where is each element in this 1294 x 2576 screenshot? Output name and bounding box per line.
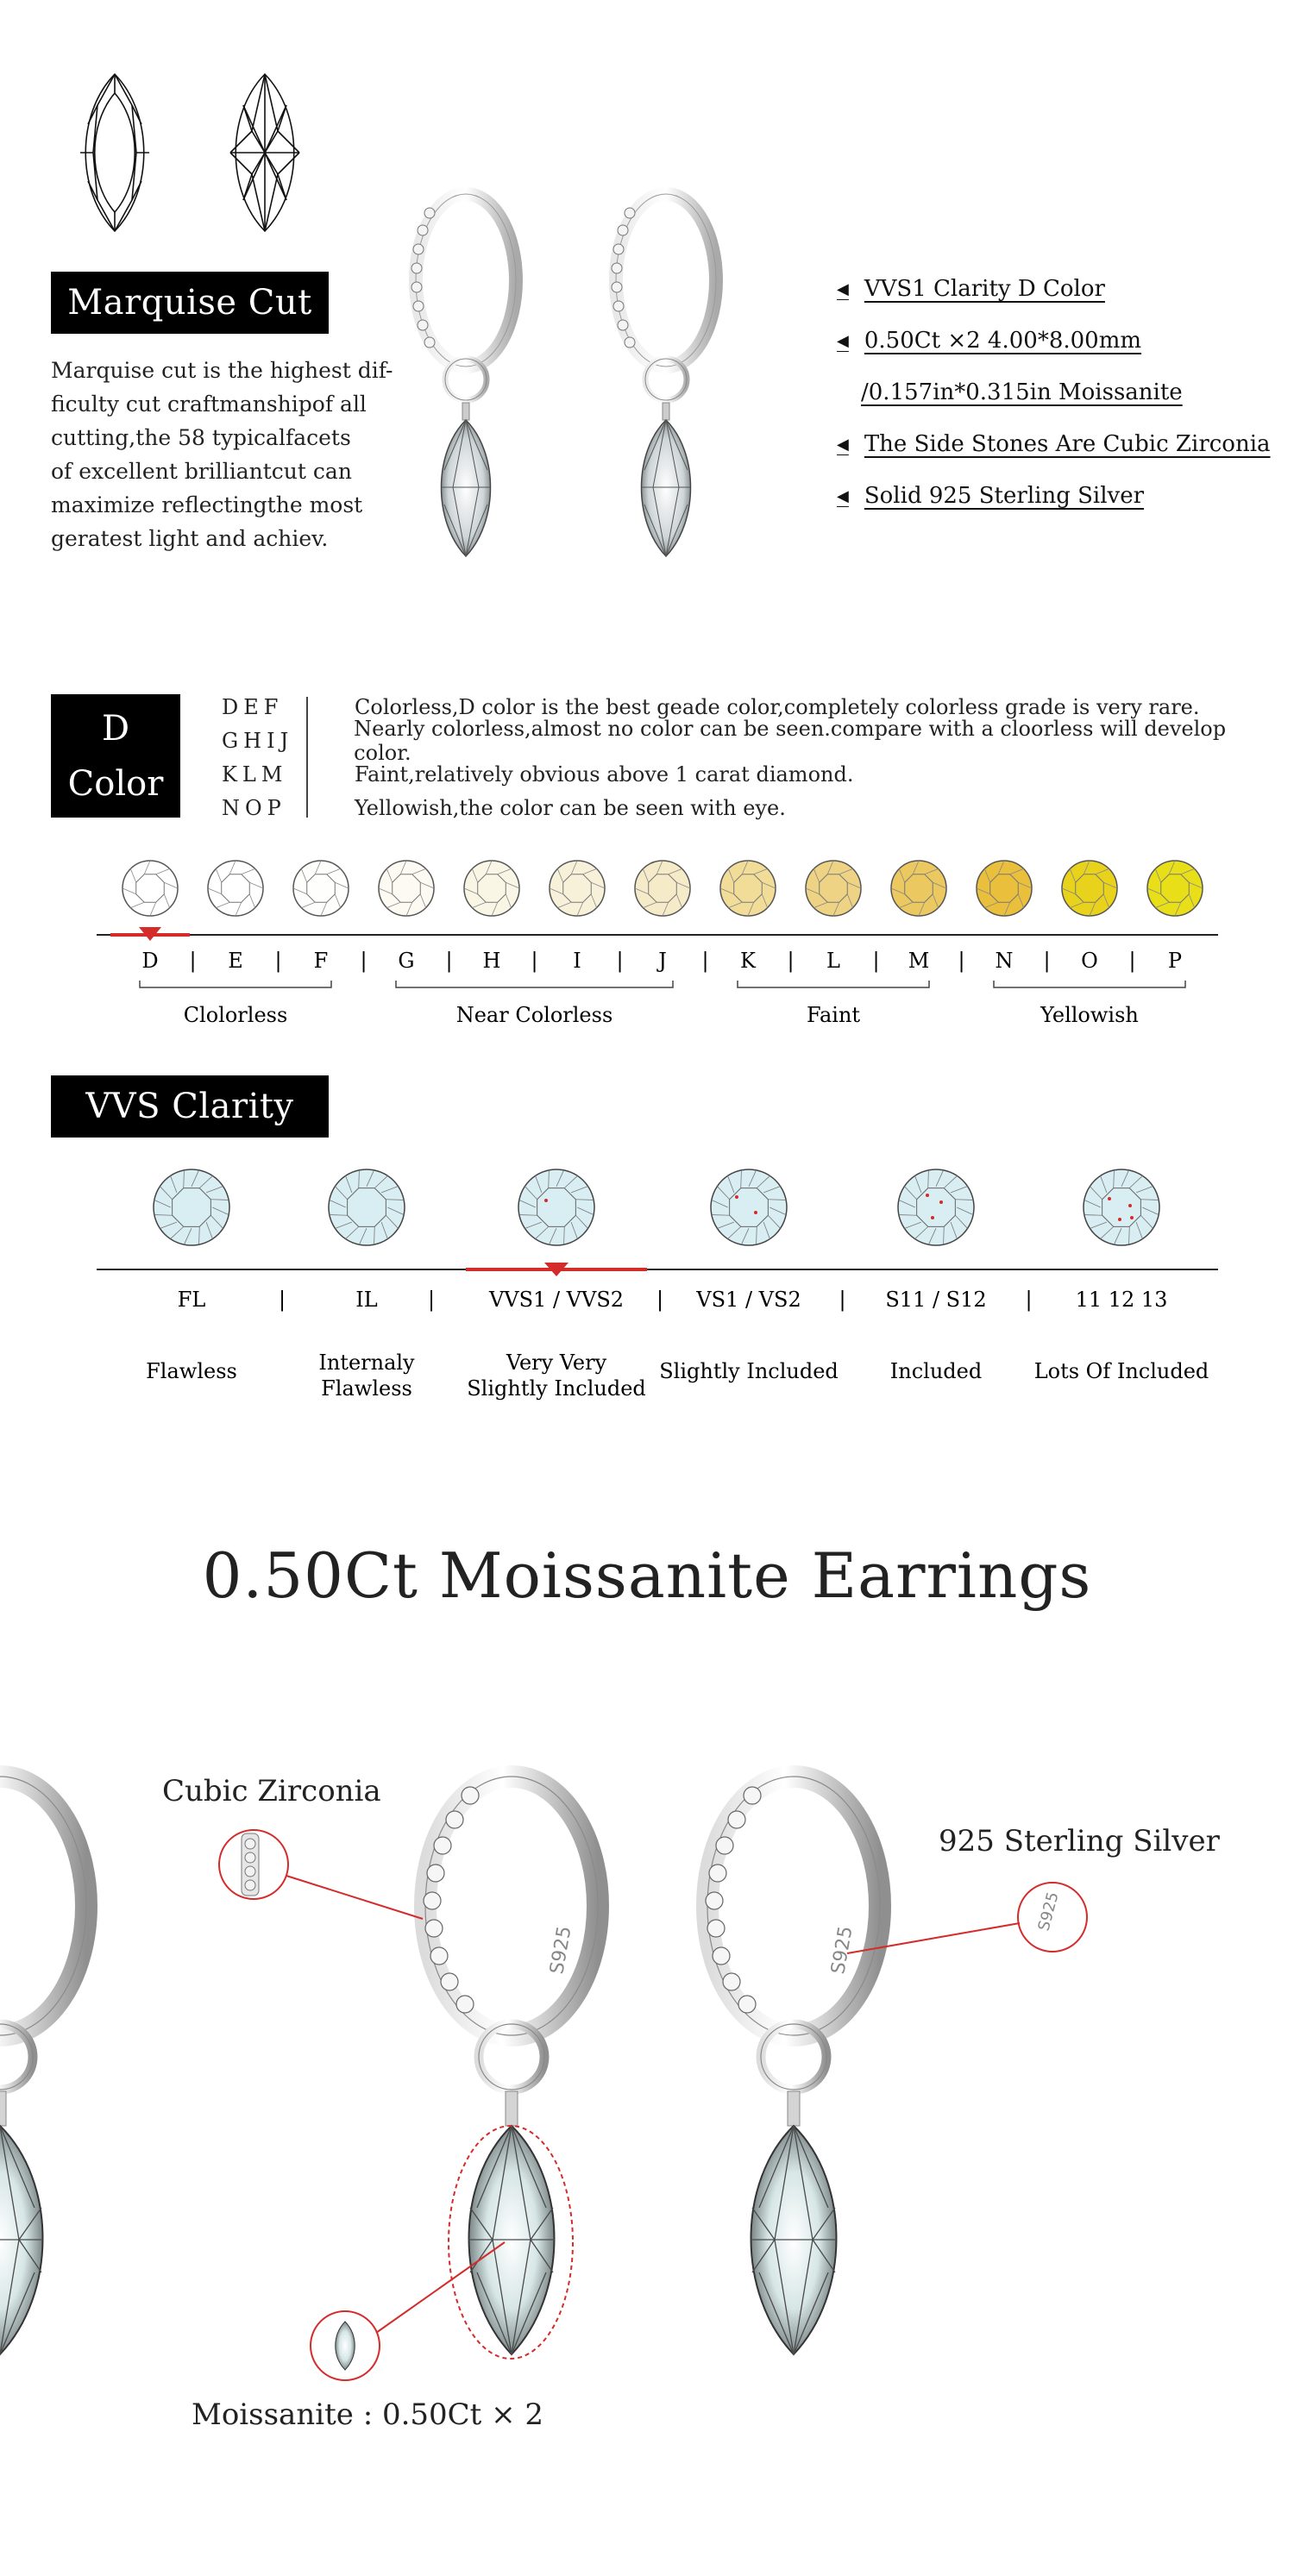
marquise-description-line: of excellent brilliantcut can: [51, 459, 352, 484]
color-grade-letter: P: [1167, 949, 1183, 973]
color-grade-separator: |: [616, 949, 624, 973]
color-grade-separator: |: [1043, 949, 1051, 973]
color-grade-letter: G: [398, 949, 415, 973]
marquise-description-line: cutting,the 58 typicalfacets: [51, 425, 351, 450]
clarity-description: Lots Of Included: [1033, 1359, 1209, 1383]
clarity-grade-label: 11 12 13: [1075, 1288, 1168, 1312]
clarity-scale-graphic: [0, 1156, 1294, 1414]
color-grade-letter: N: [995, 949, 1014, 973]
feature-text: /0.157in*0.315in Moissanite: [861, 379, 1183, 405]
product-heading: 0.50Ct Moissanite Earrings: [202, 1539, 1092, 1612]
clarity-description: Flawless: [146, 1359, 237, 1383]
color-grade-letter: H: [482, 949, 501, 973]
color-grade-row: [222, 716, 1283, 765]
color-grade-desc: Faint,relatively obvious above 1 carat diamond.: [355, 762, 854, 787]
stamp-text-left: S925: [546, 1924, 576, 1977]
clarity-separator: |: [427, 1288, 436, 1312]
clarity-grade-label: VS1 / VS2: [696, 1288, 801, 1312]
clarity-separator: |: [278, 1288, 286, 1312]
color-group-bracket: [738, 981, 929, 987]
color-grade-letter: J: [658, 949, 667, 973]
color-swatch-icon: [379, 861, 434, 916]
stamp-text-right: S925: [827, 1924, 857, 1977]
color-group-bracket: [396, 981, 673, 987]
marquise-facets-icon: [217, 71, 312, 235]
feature-item: [837, 367, 1285, 418]
color-swatch-icon: [891, 861, 946, 916]
marquise-cut-title: [51, 272, 329, 334]
clarity-stone-icon: [329, 1169, 405, 1245]
callout-sterling-silver: 925 Sterling Silver: [939, 1824, 1220, 1858]
color-grade-letter: L: [826, 949, 840, 973]
feature-item: [837, 315, 1285, 367]
color-swatch-icon: [806, 861, 861, 916]
marquise-description-line: maximize reflectingthe most: [51, 492, 363, 517]
feature-item: [837, 263, 1285, 315]
color-scale: [0, 849, 1294, 1039]
color-grade-separator: |: [445, 949, 453, 973]
color-grade-separator: |: [787, 949, 795, 973]
clarity-separator: |: [839, 1288, 846, 1312]
color-grade-separator: |: [360, 949, 367, 973]
clarity-scale: [0, 1156, 1294, 1414]
clarity-description: Included: [889, 1359, 983, 1383]
marquise-description: [51, 354, 396, 555]
color-title-line2: Color: [67, 763, 164, 804]
color-grade-code: DEF: [222, 694, 284, 719]
clarity-separator: |: [656, 1288, 664, 1312]
feature-text: The Side Stones Are Cubic Zirconia: [864, 431, 1271, 457]
callout-cubic-zirconia: Cubic Zirconia: [162, 1774, 381, 1808]
clarity-description: Very Very: [506, 1351, 607, 1375]
color-grade-code: KLM: [222, 762, 288, 787]
clarity-grade-label: IL: [355, 1288, 378, 1312]
color-group-label: Yellowish: [1040, 1003, 1139, 1027]
color-grade-separator: |: [531, 949, 538, 973]
arrow-left-icon: ◀: [837, 486, 849, 505]
color-swatch-icon: [550, 861, 605, 916]
clarity-stone-icon: [154, 1169, 229, 1245]
color-swatch-icon: [720, 861, 776, 916]
feature-item: [837, 418, 1285, 470]
earrings-small-image: [405, 177, 733, 582]
feature-list: [837, 263, 1285, 522]
arrow-left-icon: ◀: [837, 331, 849, 350]
color-title-box: [51, 694, 180, 818]
stamp-text-thumb: S925: [1034, 1890, 1063, 1934]
clarity-stone-icon: [1084, 1169, 1159, 1245]
color-group-label: Near Colorless: [455, 1003, 613, 1027]
color-grade-row: [222, 791, 1283, 824]
clarity-stone-icon: [898, 1169, 974, 1245]
color-grade-letter: O: [1081, 949, 1098, 973]
color-grades-divider: [306, 697, 308, 818]
color-grade-separator: |: [189, 949, 197, 973]
clarity-grade-label: S11 / S12: [885, 1288, 987, 1312]
marquise-cut-title-text: Marquise Cut: [67, 283, 312, 323]
color-grade-letter: K: [740, 949, 756, 973]
feature-text: VVS1 Clarity D Color: [864, 276, 1105, 302]
color-grade-separator: |: [701, 949, 709, 973]
color-swatch-icon: [464, 861, 519, 916]
feature-item: [837, 470, 1285, 522]
color-grade-desc: Nearly colorless,almost no color can be seen.compare with a cloorless will develop color.: [354, 716, 1227, 765]
clarity-description: Internaly: [318, 1351, 415, 1375]
color-grade-desc: Colorless,D color is the best geade color,completely colorless grade is very rare.: [355, 694, 1200, 719]
color-group-bracket: [140, 981, 331, 987]
color-swatch-icon: [122, 861, 178, 916]
clarity-stone-icon: [518, 1169, 594, 1245]
color-group-label: Faint: [806, 1003, 861, 1027]
color-grade-letter: F: [313, 949, 329, 973]
color-swatch-icon: [635, 861, 690, 916]
color-swatch-icon: [293, 861, 349, 916]
clarity-separator: |: [1025, 1288, 1033, 1312]
color-swatch-icon: [1062, 861, 1117, 916]
color-swatch-icon: [208, 861, 263, 916]
color-grade-code: GHIJ: [222, 728, 294, 753]
clarity-title: [51, 1075, 329, 1138]
color-grade-letter: M: [908, 949, 930, 973]
color-grade-separator: |: [872, 949, 880, 973]
color-group-label: Clolorless: [183, 1003, 288, 1027]
color-grade-separator: |: [958, 949, 965, 973]
clarity-stone-icon: [711, 1169, 787, 1245]
color-grade-separator: |: [1128, 949, 1136, 973]
callout-moissanite: Moissanite : 0.50Ct × 2: [192, 2397, 544, 2432]
color-scale-graphic: [0, 849, 1294, 1039]
color-swatch-icon: [1147, 861, 1203, 916]
color-grade-letter: D: [141, 949, 159, 973]
color-grade-letter: E: [228, 949, 243, 973]
color-grade-code: NOP: [222, 795, 286, 820]
clarity-grade-label: VVS1 / VVS2: [488, 1288, 625, 1312]
marquise-description-line: geratest light and achiev.: [51, 526, 329, 551]
clarity-description: Slightly Included: [659, 1359, 839, 1383]
clarity-description: Slightly Included: [467, 1376, 646, 1401]
marquise-description-line: ficulty cut craftmanshipof all: [51, 392, 367, 417]
feature-text: 0.50Ct ×2 4.00*8.00mm: [864, 328, 1142, 354]
clarity-grade-label: FL: [177, 1288, 206, 1312]
color-grades: [222, 690, 1283, 824]
color-grade-separator: |: [274, 949, 282, 973]
marquise-outline-icon: [67, 71, 162, 235]
color-group-bracket: [994, 981, 1185, 987]
marquise-description-line: Marquise cut is the highest dif-: [51, 358, 393, 383]
clarity-description: Flawless: [321, 1376, 412, 1401]
arrow-left-icon: ◀: [837, 279, 849, 298]
color-title-line1: D: [101, 708, 130, 749]
feature-text: Solid 925 Sterling Silver: [864, 483, 1145, 509]
color-grade-desc: Yellowish,the color can be seen with eye.: [355, 795, 786, 820]
earrings-large-image: [0, 1759, 1294, 2415]
arrow-left-icon: ◀: [837, 435, 849, 454]
color-grade-letter: I: [573, 949, 581, 973]
color-swatch-icon: [977, 861, 1032, 916]
clarity-title-text: VVS Clarity: [85, 1087, 294, 1126]
